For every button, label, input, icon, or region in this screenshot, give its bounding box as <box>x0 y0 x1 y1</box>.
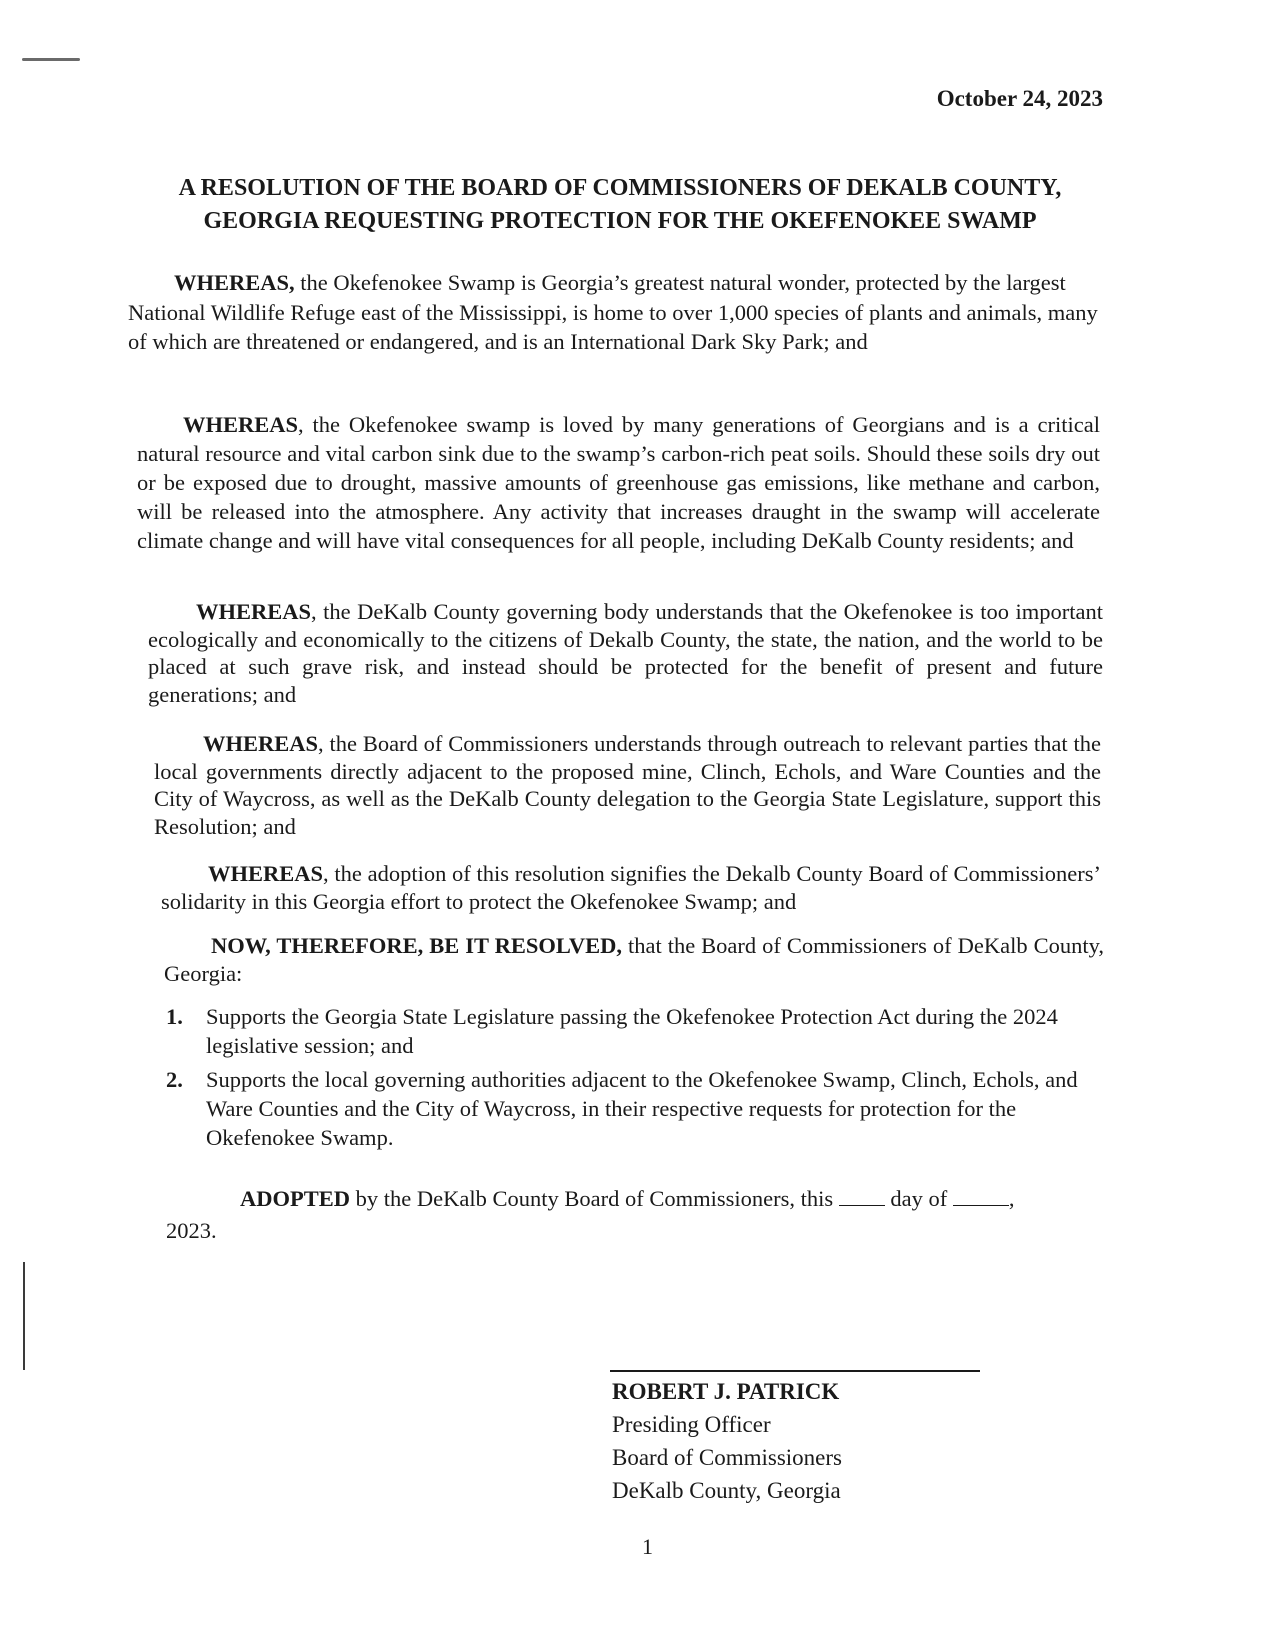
signatory-name: ROBERT J. PATRICK <box>612 1379 840 1404</box>
whereas-paragraph-1 <box>128 268 1105 357</box>
whereas-text: , the Okefenokee swamp is loved by many generations of Georgians and is a critical natural resource and vital carbon sink due to the swamp’s carbon-rich peat soils. Should these soils dry out or be exposed due to drought, massive amounts of greenhouse gas emissions, like methane and carbon, will be released into the atmosphere. Any activity that increases draught in the swamp will accelerate climate change and will have vital consequences for all people, including DeKalb County residents; and <box>137 412 1100 553</box>
whereas-lead: WHEREAS <box>203 731 319 756</box>
list-item-text: Supports the local governing authorities adjacent to the Okefenokee Swamp, Clinch, Echols, and Ware Counties and the City of Waycross, in their respective requests for protection for the Okefenokee Swamp. <box>206 1067 1078 1150</box>
adopted-day-of: day of <box>884 1186 953 1211</box>
adoption-line <box>166 1183 1086 1215</box>
whereas-text: the Okefenokee Swamp is Georgia’s greatest natural wonder, protected by the largest National Wildlife Refuge east of the Mississippi, is home to over 1,000 species of plants and animals, many of which are threatened or endangered, and is an International Dark Sky Park; and <box>128 270 1098 354</box>
whereas-paragraph-5 <box>161 860 1101 915</box>
signature-block <box>612 1375 842 1507</box>
list-item-number: 2. <box>166 1067 183 1092</box>
adopted-text: by the DeKalb County Board of Commissioners, this <box>350 1186 839 1211</box>
adoption-year: 2023. <box>166 1218 217 1243</box>
adopted-comma: , <box>1008 1186 1015 1211</box>
whereas-text: , the Board of Commissioners understands through outreach to relevant parties that the local governments directly adjacent to the proposed mine, Clinch, Echols, and Ware Counties and the City of Waycross, as well as the DeKalb County delegation to the Georgia State Legislature, support this Resolution; and <box>154 731 1101 839</box>
list-item-text: Supports the Georgia State Legislature passing the Okefenokee Protection Act during the 2024 legislative session; and <box>206 1004 1058 1058</box>
scan-artifact-line <box>23 1262 25 1370</box>
whereas-lead: WHEREAS <box>208 861 324 886</box>
scan-artifact-mark <box>22 58 80 61</box>
whereas-lead: WHEREAS <box>196 599 312 624</box>
month-blank <box>953 1187 1009 1206</box>
whereas-paragraph-2 <box>137 410 1100 555</box>
list-item-number: 1. <box>166 1004 183 1029</box>
list-item <box>166 1002 1096 1060</box>
signatory-county: DeKalb County, Georgia <box>612 1478 841 1503</box>
signatory-title: Presiding Officer <box>612 1412 771 1437</box>
whereas-text: , the DeKalb County governing body understands that the Okefenokee is too important ecologically and economically to the citizens of Dekalb County, the state, the nation, and the world to be placed at such grave risk, and instead should be protected for the benefit of present and future generations; and <box>148 599 1103 707</box>
document-date: October 24, 2023 <box>936 86 1103 111</box>
signature-line <box>610 1370 980 1372</box>
resolved-text: that the Board of Commissioners of DeKalb County, Georgia: <box>164 933 1105 986</box>
whereas-text: , the adoption of this resolution signifies the Dekalb County Board of Commissioners’ solidarity in this Georgia effort to protect the Okefenokee Swamp; and <box>161 861 1101 914</box>
adopted-lead: ADOPTED <box>240 1186 351 1211</box>
whereas-lead: WHEREAS, <box>174 270 295 295</box>
signatory-body: Board of Commissioners <box>612 1445 842 1470</box>
adoption-statement <box>166 1183 1086 1247</box>
whereas-paragraph-4 <box>154 730 1101 840</box>
resolution-items-list <box>166 1002 1096 1157</box>
resolved-lead: NOW, THEREFORE, BE IT RESOLVED, <box>211 933 622 958</box>
resolution-title <box>120 172 1120 238</box>
day-blank <box>839 1187 885 1206</box>
list-item <box>166 1065 1096 1152</box>
whereas-lead: WHEREAS <box>183 412 299 437</box>
resolved-paragraph <box>164 932 1104 987</box>
resolution-title-line-2: GEORGIA REQUESTING PROTECTION FOR THE OKEFENOKEE SWAMP <box>203 208 1037 234</box>
resolution-title-line-1: A RESOLUTION OF THE BOARD OF COMMISSIONERS OF DEKALB COUNTY, <box>178 175 1062 201</box>
whereas-paragraph-3 <box>148 598 1103 708</box>
page-number: 1 <box>642 1534 653 1559</box>
